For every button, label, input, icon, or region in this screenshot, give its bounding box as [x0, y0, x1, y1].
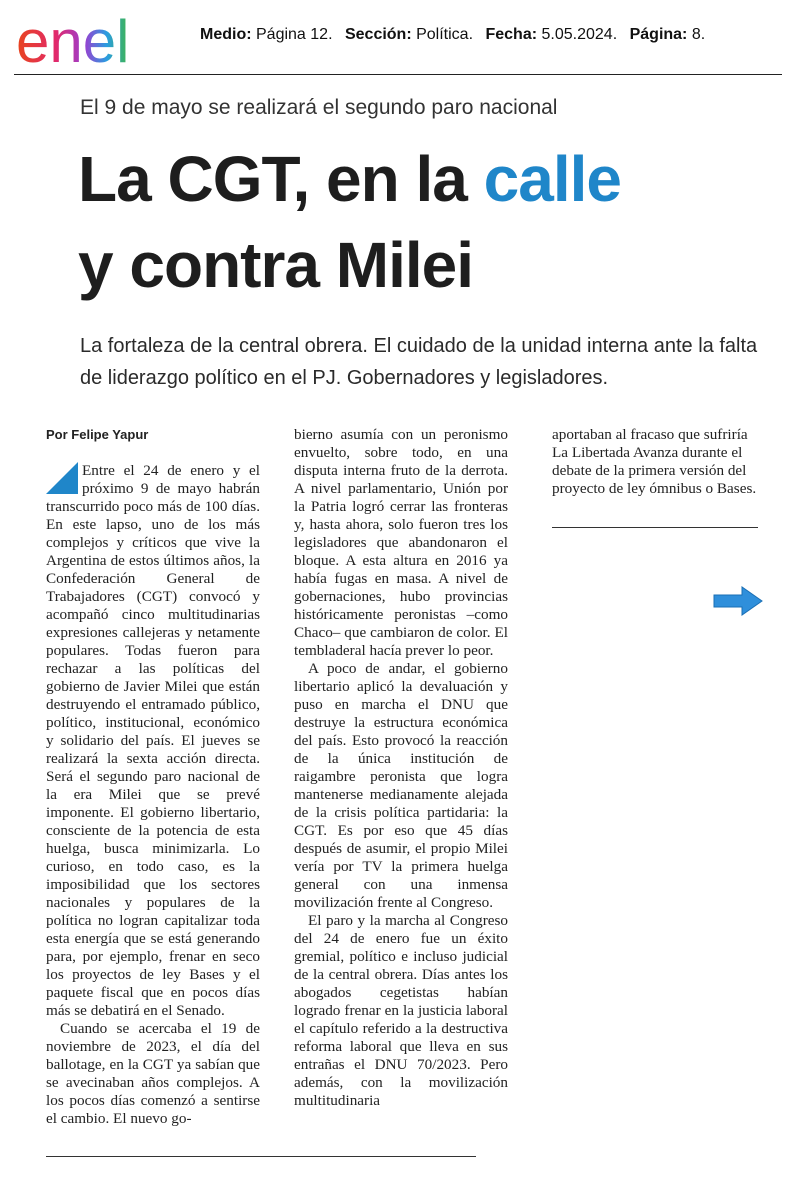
article-column-1: [46, 462, 260, 1128]
article-kicker: El 9 de mayo se realizará el segundo paro nacional: [80, 96, 558, 119]
fecha-label: Fecha:: [485, 26, 538, 43]
clipping-metadata: [200, 26, 705, 44]
seccion-label: Sección:: [344, 26, 412, 43]
arrow-right-icon[interactable]: [712, 586, 764, 616]
column-2-paragraph-3: El paro y la marcha al Congreso del 24 de enero fue un éxito gremial, político e incluso judicial de la central obrera. Días antes los abogados cegetistas habían logrado frenar en la justicia laboral el capítulo referido a la destructiva reforma laboral que lleva en sus entrañas el DNU 70/2023. Pero además, con la movilización multitudinaria: [294, 912, 508, 1109]
seccion-value: Política.: [416, 26, 474, 43]
article-column-2: [294, 426, 508, 1110]
headline-highlight: calle: [483, 143, 621, 215]
column-2-paragraph-1: bierno asumía con un peronismo envuelto, sobre todo, en una disputa interna fruto de la derrota. A nivel parlamentario, Unión por la Patria logró cerrar las fronteras y, hasta ahora, solo fueron tres los legisladores que abandonaron el bloque. A esta altura en 2016 ya había fugas en masa. A nivel de gobernaciones, hubo provincias históricamente peronistas –como Chaco– que cambiaron de color. El tembladeral hacía prever lo peor.: [294, 426, 508, 659]
fecha-value: 5.05.2024.: [541, 26, 618, 43]
column-3-divider: [552, 527, 758, 528]
article-byline: Por Felipe Yapur: [46, 427, 149, 442]
column-1-paragraph-2: Cuando se acercaba el 19 de noviembre de 2023, el día del ballotage, en la CGT ya sabían que se avecinaban años complejos. A los pocos días comenzó a sentirse el cambio. El nuevo go-: [46, 1020, 260, 1127]
pagina-value: 8.: [691, 26, 706, 43]
headline-part-2: y contra Milei: [78, 229, 473, 301]
article-headline: [78, 136, 621, 308]
column-1-paragraph-1: Entre el 24 de enero y el próximo 9 de mayo habrán transcurrido poco más de 100 días. En este lapso, uno de los más complejos y críticos que vive la Argentina de estos últimos años, la Confederación General de Trabajadores (CGT) convocó y acompañó cinco multitudinarias expresiones callejeras y netamente populares. Todas fueron para rechazar a las políticas del gobierno de Javier Milei que están destruyendo el entramado público, político, institucional, económico y solidario del país. El jueves se realizará la sexta acción directa. Será el segundo paro nacional de la era Milei que se prevé imponente. El gobierno libertario, consciente de la potencia de esta huelga, busca minimizarla. Lo curioso, en todo caso, es la imposibilidad que los sectores nacionales y populares de la política no logran capitalizar toda esta energía que se está generando para, por ejemplo, frenar en seco los proyectos de ley Bases y el paquete fiscal que en pocos días más se debatirá en el Senado.: [46, 462, 260, 1019]
bottom-divider: [46, 1156, 476, 1157]
triangle-marker-icon: [46, 462, 78, 494]
header-divider: [14, 74, 782, 75]
column-3-paragraph-1: aportaban al fracaso que sufriría La Libertada Avanza durante el debate de la primera versión del proyecto de ley ómnibus o Bases.: [552, 426, 757, 497]
pagina-label: Página:: [629, 26, 688, 43]
headline-part-1: La CGT, en la: [78, 143, 484, 215]
column-2-paragraph-2: A poco de andar, el gobierno libertario aplicó la devaluación y puso en marcha el DNU que destruye la estructura económica del país. Esto provocó la reacción de la única institución de raigambre peronista que logra mantenerse medianamente alejada de la crisis política partidaria: la CGT. Es por eso que 45 días después de asumir, el propio Milei vería por TV la primera huelga general con una inmensa movilización frente al Congreso.: [294, 660, 508, 911]
enel-logo-text: enel: [16, 10, 130, 70]
medio-value: Página 12.: [256, 26, 333, 43]
article-column-3: [552, 426, 764, 498]
medio-label: Medio:: [200, 26, 252, 43]
enel-logo: [14, 10, 184, 70]
article-subhead: La fortaleza de la central obrera. El cuidado de la unidad interna ante la falta de liderazgo político en el PJ. Gobernadores y legisladores.: [80, 335, 758, 389]
